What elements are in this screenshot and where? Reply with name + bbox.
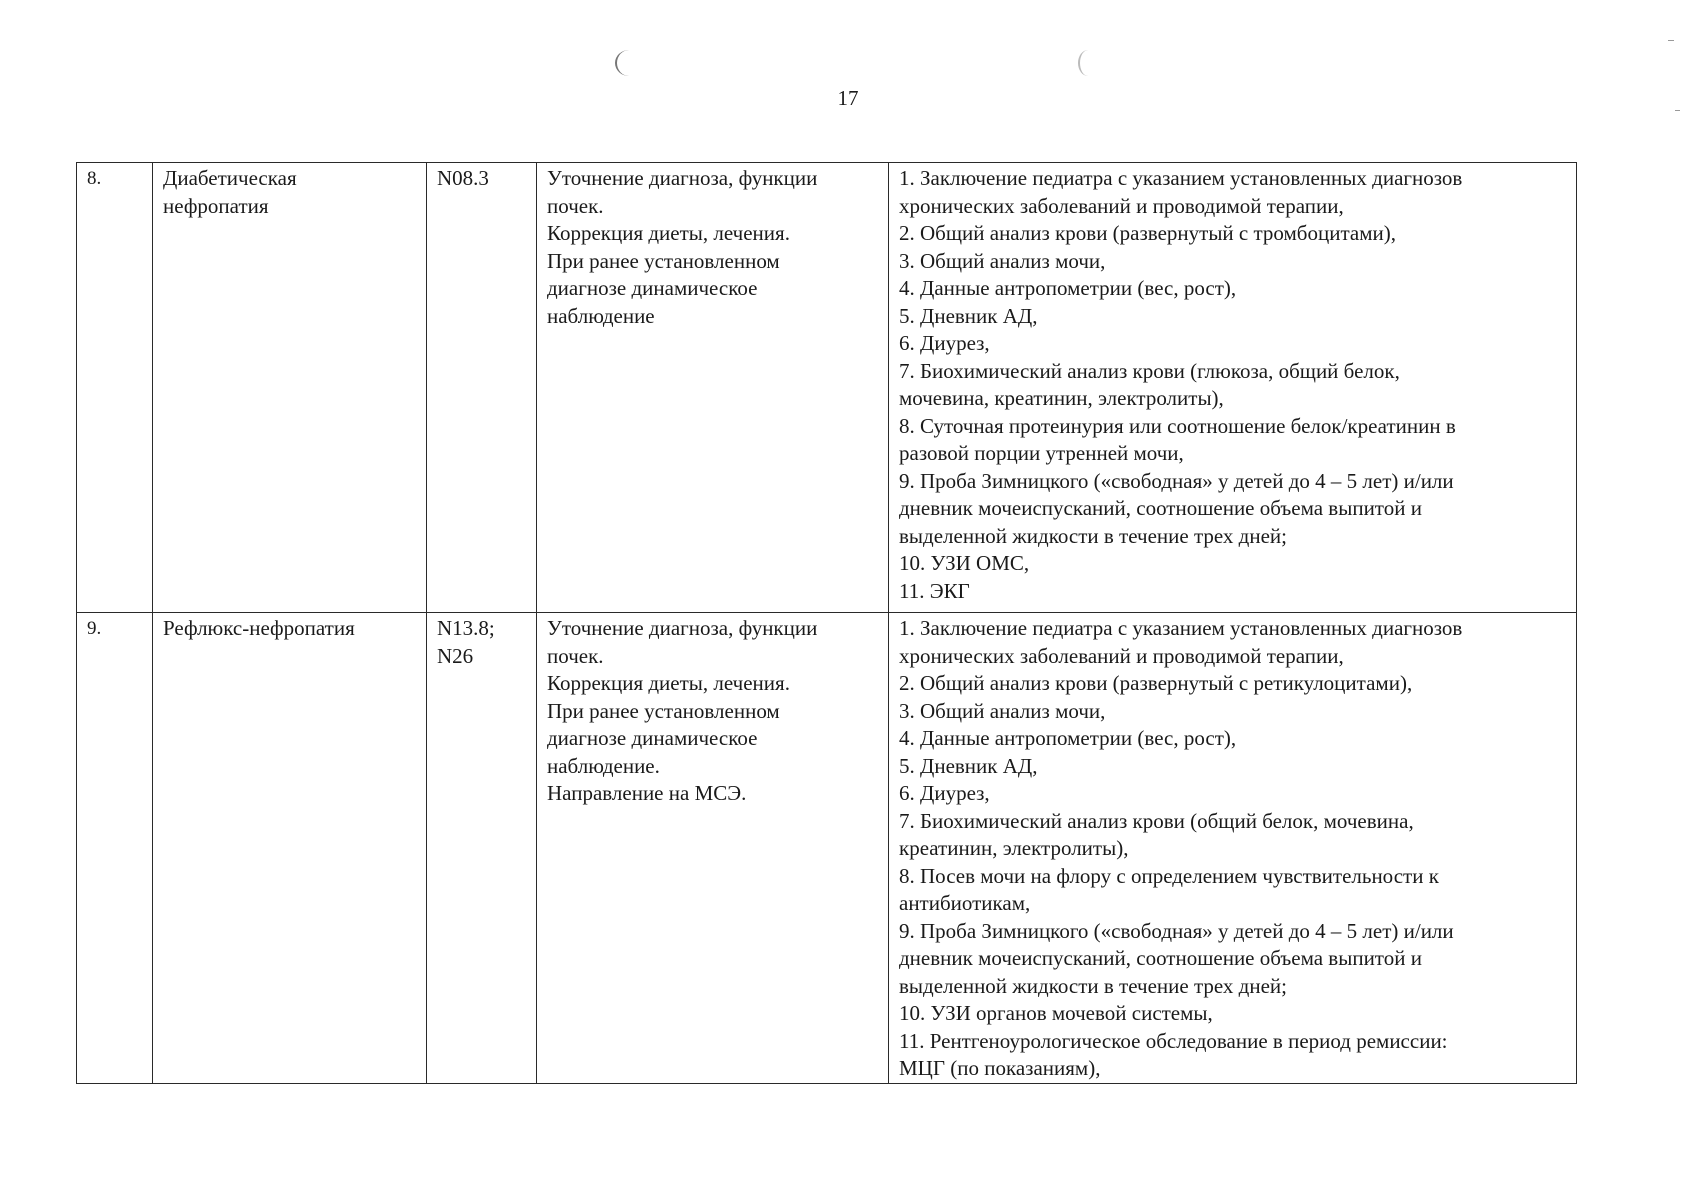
examination-item-line: разовой порции утренней мочи, <box>899 441 1184 465</box>
goal-line: наблюдение. <box>547 753 660 778</box>
examination-item-line: 3. Общий анализ мочи, <box>899 248 1106 273</box>
examination-item-line: 4. Данные антропометрии (вес, рост), <box>899 276 1237 300</box>
icd-code-cell <box>427 613 537 1084</box>
diagnosis-name-line: нефропатия <box>163 193 269 218</box>
goal-line: диагнозе динамическое <box>547 276 758 300</box>
goal-cell <box>537 163 889 613</box>
scan-artifact <box>615 50 643 76</box>
icd-code-line: N08.3 <box>437 166 489 190</box>
examination-item-line: 6. Диурез, <box>899 331 990 355</box>
scan-artifact <box>1675 110 1680 111</box>
goal-line: диагнозе динамическое <box>547 726 758 750</box>
examination-item-line: 1. Заключение педиатра с указанием установленных диагнозов <box>899 616 1463 640</box>
goal-line: Уточнение диагноза, функции <box>547 166 818 190</box>
examination-item-line: хронических заболеваний и проводимой терапии, <box>899 193 1344 218</box>
diagnosis-name-line: Рефлюкс-нефропатия <box>163 616 355 640</box>
goal-line: Коррекция диеты, лечения. <box>547 221 790 245</box>
examination-item-line: дневник мочеиспусканий, соотношение объема выпитой и <box>899 946 1422 970</box>
goal-line: При ранее установленном <box>547 248 780 273</box>
examination-item-line: 10. УЗИ органов мочевой системы, <box>899 1001 1213 1025</box>
examination-item-line: 6. Диурез, <box>899 781 990 805</box>
examination-item-line: 10. УЗИ ОМС, <box>899 551 1030 575</box>
scan-artifact <box>1668 40 1674 41</box>
goal-line: наблюдение <box>547 303 655 328</box>
row-number-cell <box>77 163 153 613</box>
goal-line: Уточнение диагноза, функции <box>547 616 818 640</box>
icd-code-line: N26 <box>437 643 474 668</box>
goal-line: При ранее установленном <box>547 698 780 723</box>
examination-item-line: креатинин, электролиты), <box>899 836 1129 860</box>
examination-item-line: 9. Проба Зимницкого («свободная» у детей до 4 – 5 лет) и/или <box>899 468 1454 493</box>
examination-table <box>76 162 1577 1084</box>
row-number: 8. <box>87 168 102 189</box>
scan-artifact <box>1078 50 1098 76</box>
icd-code-line: N13.8; <box>437 616 495 640</box>
examination-item-line: антибиотикам, <box>899 891 1031 915</box>
examination-item-line: 2. Общий анализ крови (развернутый с тромбоцитами), <box>899 221 1396 245</box>
examination-item-line: 1. Заключение педиатра с указанием установленных диагнозов <box>899 166 1463 190</box>
goal-line: почек. <box>547 643 604 668</box>
examination-item-line: 3. Общий анализ мочи, <box>899 698 1106 723</box>
goal-cell <box>537 613 889 1084</box>
examination-list-cell <box>889 163 1577 613</box>
diagnosis-name-cell <box>153 613 427 1084</box>
goal-line: Коррекция диеты, лечения. <box>547 671 790 695</box>
goal-line: почек. <box>547 193 604 218</box>
table-row <box>77 613 1577 1084</box>
page-number: 17 <box>837 86 859 110</box>
examination-item-line: 8. Посев мочи на флору с определением чувствительности к <box>899 863 1439 888</box>
examination-item-line: 8. Суточная протеинурия или соотношение белок/креатинин в <box>899 413 1456 438</box>
examination-list-cell <box>889 613 1577 1084</box>
examination-item-line: выделенной жидкости в течение трех дней; <box>899 523 1287 548</box>
examination-item-line: хронических заболеваний и проводимой терапии, <box>899 643 1344 668</box>
examination-item-line: 4. Данные антропометрии (вес, рост), <box>899 726 1237 750</box>
goal-line: Направление на МСЭ. <box>547 781 747 805</box>
examination-item-line: 5. Дневник АД, <box>899 753 1038 778</box>
examination-item-line: 2. Общий анализ крови (развернутый с ретикулоцитами), <box>899 671 1413 695</box>
examination-item-line: мочевина, креатинин, электролиты), <box>899 386 1224 410</box>
examination-item-line: 11. Рентгеноурологическое обследование в период ремиссии: <box>899 1028 1448 1053</box>
diagnosis-name-cell <box>153 163 427 613</box>
examination-item-line: 9. Проба Зимницкого («свободная» у детей до 4 – 5 лет) и/или <box>899 918 1454 943</box>
examination-item-line: 7. Биохимический анализ крови (общий белок, мочевина, <box>899 808 1414 833</box>
examination-item-line: 11. ЭКГ <box>899 578 970 603</box>
examination-item-line: 5. Дневник АД, <box>899 303 1038 328</box>
table-row <box>77 163 1577 613</box>
diagnosis-name-line: Диабетическая <box>163 166 297 190</box>
examination-item-line: 7. Биохимический анализ крови (глюкоза, общий белок, <box>899 358 1400 383</box>
examination-item-line: дневник мочеиспусканий, соотношение объема выпитой и <box>899 496 1422 520</box>
examination-item-line: выделенной жидкости в течение трех дней; <box>899 973 1287 998</box>
examination-item-line: МЦГ (по показаниям), <box>899 1056 1101 1080</box>
row-number: 9. <box>87 618 102 639</box>
icd-code-cell <box>427 163 537 613</box>
row-number-cell <box>77 613 153 1084</box>
